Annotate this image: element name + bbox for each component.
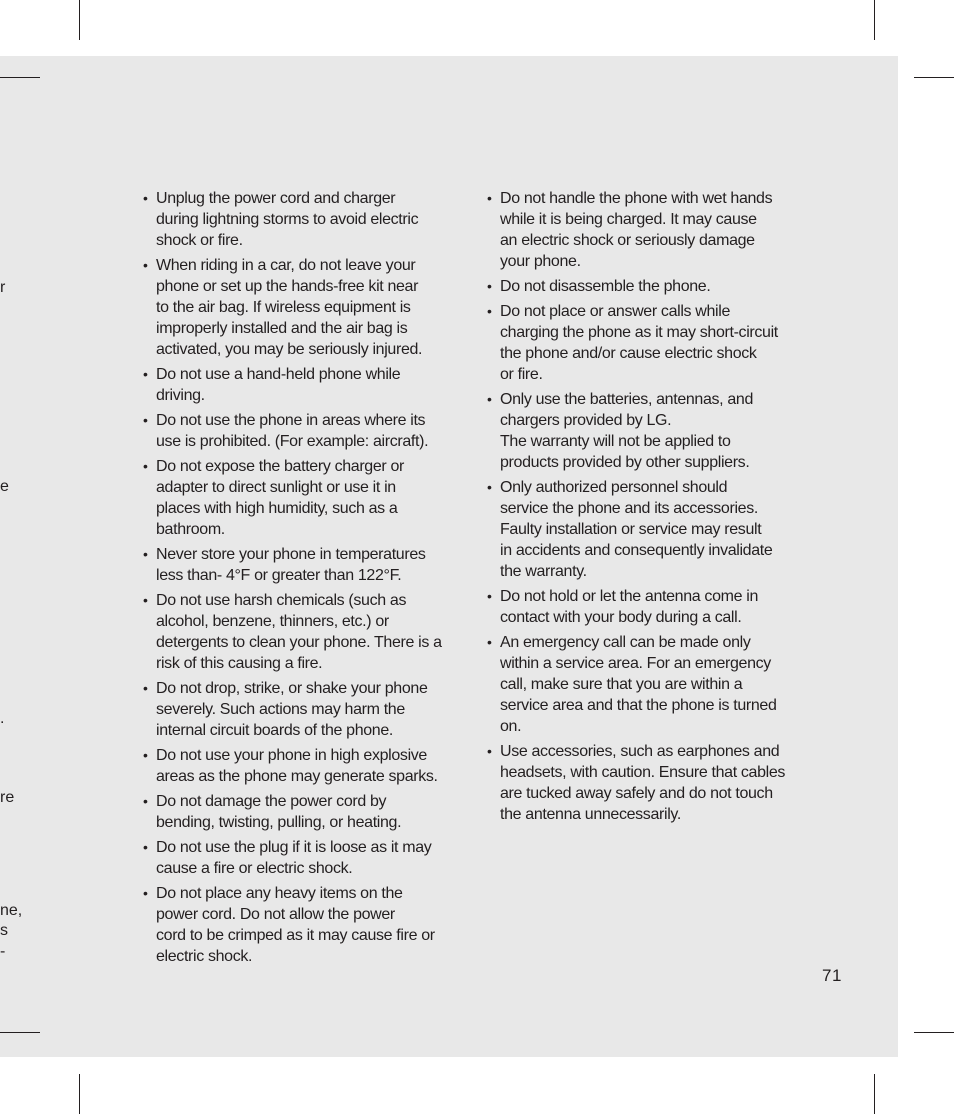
bullet-icon: •: [143, 592, 148, 608]
bullet-icon: •: [143, 680, 148, 696]
safety-list-left: [143, 188, 469, 971]
list-item: [487, 586, 813, 628]
bullet-icon: •: [487, 278, 492, 294]
list-item: [143, 678, 469, 741]
bullet-icon: •: [143, 190, 148, 206]
bullet-icon: •: [143, 366, 148, 382]
bullet-icon: •: [143, 839, 148, 855]
crop-mark-top-right: [874, 0, 875, 40]
crop-mark-left-top: [0, 77, 40, 78]
bullet-icon: •: [143, 793, 148, 809]
list-item: [143, 883, 469, 967]
bullet-icon: •: [487, 190, 492, 206]
edge-text-fragment: -: [0, 943, 6, 960]
list-item-text: Unplug the power cord and charger during lightning storms to avoid electric shock or fire.: [156, 190, 419, 249]
list-item-text: Never store your phone in temperatures less than- 4°F or greater than 122°F.: [156, 546, 426, 584]
list-item-text: An emergency call can be made only within a service area. For an emergency call, make sure that you are within a service area and that the phone is turned on.: [500, 634, 777, 735]
list-item-text: Do not drop, strike, or shake your phone severely. Such actions may harm the internal circuit boards of the phone.: [156, 680, 428, 739]
list-item-text: Do not use the phone in areas where its use is prohibited. (For example: aircraft).: [156, 412, 429, 450]
list-item-text: Do not disassemble the phone.: [500, 278, 711, 295]
list-item: [487, 389, 813, 473]
bullet-icon: •: [143, 257, 148, 273]
list-item: [143, 544, 469, 586]
list-item-text: Do not place any heavy items on the power cord. Do not allow the power cord to be crimped as it may cause fire or electric shock.: [156, 885, 435, 965]
list-item: [487, 632, 813, 737]
list-item-text: Do not damage the power cord by bending, twisting, pulling, or heating.: [156, 793, 402, 831]
bullet-icon: •: [487, 743, 492, 759]
list-item: [143, 188, 469, 251]
list-item: [143, 791, 469, 833]
bullet-icon: •: [487, 479, 492, 495]
list-item-text: Do not use the plug if it is loose as it may cause a fire or electric shock.: [156, 839, 432, 877]
list-item: [143, 410, 469, 452]
list-item-text: Only authorized personnel should service the phone and its accessories. Faulty installation or service may result in accidents and consequently invalidate the warranty.: [500, 479, 773, 580]
list-item-text: Do not expose the battery charger or adapter to direct sunlight or use it in places with high humidity, such as a bathroom.: [156, 458, 404, 538]
bullet-icon: •: [143, 747, 148, 763]
bullet-icon: •: [143, 546, 148, 562]
list-item-text: Use accessories, such as earphones and headsets, with caution. Ensure that cables are tucked away safely and do not touch the antenna unnecessarily.: [500, 743, 786, 823]
list-item: [487, 188, 813, 272]
crop-mark-left-bottom: [0, 1032, 40, 1033]
crop-mark-right-bottom: [914, 1032, 954, 1033]
list-item: [487, 276, 813, 297]
edge-text-fragment: s: [0, 922, 8, 939]
list-item: [143, 364, 469, 406]
crop-mark-top-left: [79, 0, 80, 40]
list-item: [487, 741, 813, 825]
list-item: [143, 456, 469, 540]
edge-text-fragment: r: [0, 279, 6, 296]
list-item-text: Only use the batteries, antennas, and chargers provided by LG. The warranty will not be applied to products provided by other suppliers.: [500, 391, 754, 471]
list-item: [143, 255, 469, 360]
edge-text-fragment: ne,: [0, 902, 23, 919]
list-item-text: Do not use your phone in high explosive areas as the phone may generate sparks.: [156, 747, 438, 785]
crop-mark-right-top: [914, 77, 954, 78]
list-item-text: Do not hold or let the antenna come in contact with your body during a call.: [500, 588, 758, 626]
list-item-text: Do not handle the phone with wet hands while it is being charged. It may cause an electric shock or seriously damage your phone.: [500, 190, 773, 270]
list-item-text: Do not place or answer calls while charging the phone as it may short-circuit the phone and/or cause electric shock or fire.: [500, 303, 778, 383]
list-item: [487, 477, 813, 582]
bullet-icon: •: [143, 458, 148, 474]
list-item-text: When riding in a car, do not leave your phone or set up the hands-free kit near to the air bag. If wireless equipment is improperly installed and the air bag is activated, you may be seriously injured.: [156, 257, 423, 358]
bullet-icon: •: [143, 412, 148, 428]
bullet-icon: •: [143, 885, 148, 901]
list-item-text: Do not use harsh chemicals (such as alcohol, benzene, thinners, etc.) or detergents to clean your phone. There is a risk of this causing a fire.: [156, 592, 442, 672]
edge-text-fragment: re: [0, 789, 15, 806]
edge-text-fragment: .: [0, 710, 5, 727]
bullet-icon: •: [487, 303, 492, 319]
list-item: [143, 590, 469, 674]
list-item: [143, 745, 469, 787]
edge-text-fragment: e: [0, 478, 9, 495]
list-item: [487, 301, 813, 385]
crop-mark-bottom-right: [874, 1074, 875, 1114]
crop-mark-bottom-left: [79, 1074, 80, 1114]
bullet-icon: •: [487, 391, 492, 407]
bullet-icon: •: [487, 634, 492, 650]
bullet-icon: •: [487, 588, 492, 604]
list-item: [143, 837, 469, 879]
page-number: 71: [822, 966, 842, 985]
safety-list-right: [487, 188, 813, 829]
list-item-text: Do not use a hand-held phone while driving.: [156, 366, 401, 404]
